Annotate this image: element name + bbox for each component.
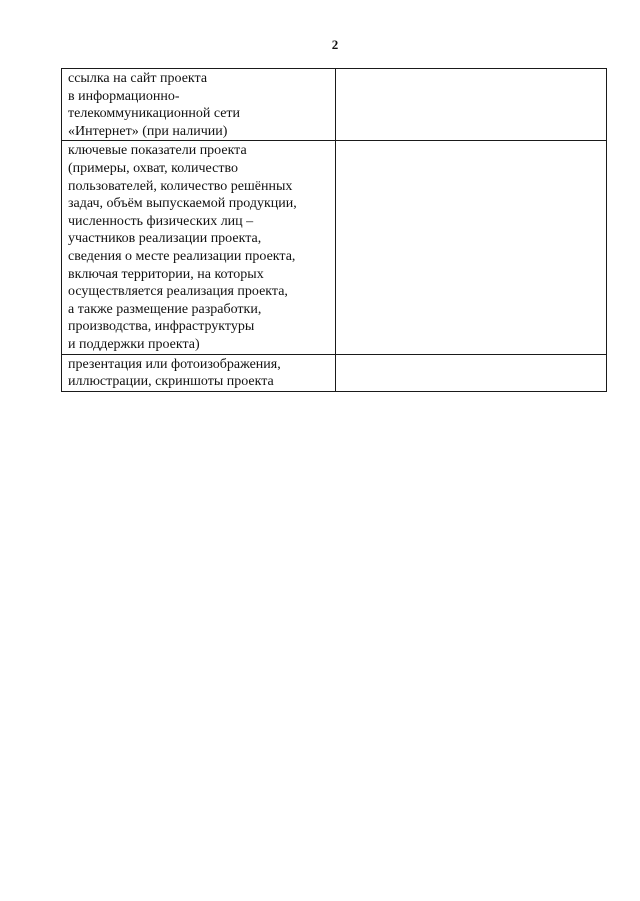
label-line: «Интернет» (при наличии) <box>68 123 228 139</box>
row-value-key-indicators[interactable] <box>336 141 607 354</box>
label-line: задач, объём выпускаемой продукции, <box>68 196 297 212</box>
label-line: ключевые показатели проекта <box>68 143 247 159</box>
project-info-table <box>61 68 607 392</box>
label-line: ссылка на сайт проекта <box>68 71 208 86</box>
label-line: в информационно- <box>68 88 180 104</box>
row-value-website[interactable] <box>336 69 607 141</box>
label-line: осуществляется реализация проекта, <box>68 284 288 300</box>
table-row <box>62 141 607 354</box>
label-line: презентация или фотоизображения, <box>68 356 281 372</box>
row-value-presentation[interactable] <box>336 354 607 391</box>
label-line: сведения о месте реализации проекта, <box>68 248 296 264</box>
table-row <box>62 354 607 391</box>
label-line: пользователей, количество решённых <box>68 178 293 194</box>
row-label-key-indicators <box>62 141 336 354</box>
label-line: иллюстрации, скриншоты проекта <box>68 374 274 390</box>
label-line: участников реализации проекта, <box>68 231 262 247</box>
page-number: 2 <box>331 37 339 52</box>
label-line: (примеры, охват, количество <box>68 160 238 176</box>
label-line: и поддержки проекта) <box>68 336 200 352</box>
label-line: а также размещение разработки, <box>68 301 262 317</box>
row-label-website <box>62 69 336 141</box>
label-line: телекоммуникационной сети <box>68 106 241 122</box>
table-row <box>62 69 607 141</box>
row-label-presentation <box>62 354 336 391</box>
label-line: производства, инфраструктуры <box>68 319 255 335</box>
label-line: численность физических лиц – <box>68 213 254 229</box>
label-line: включая территории, на которых <box>68 266 264 282</box>
